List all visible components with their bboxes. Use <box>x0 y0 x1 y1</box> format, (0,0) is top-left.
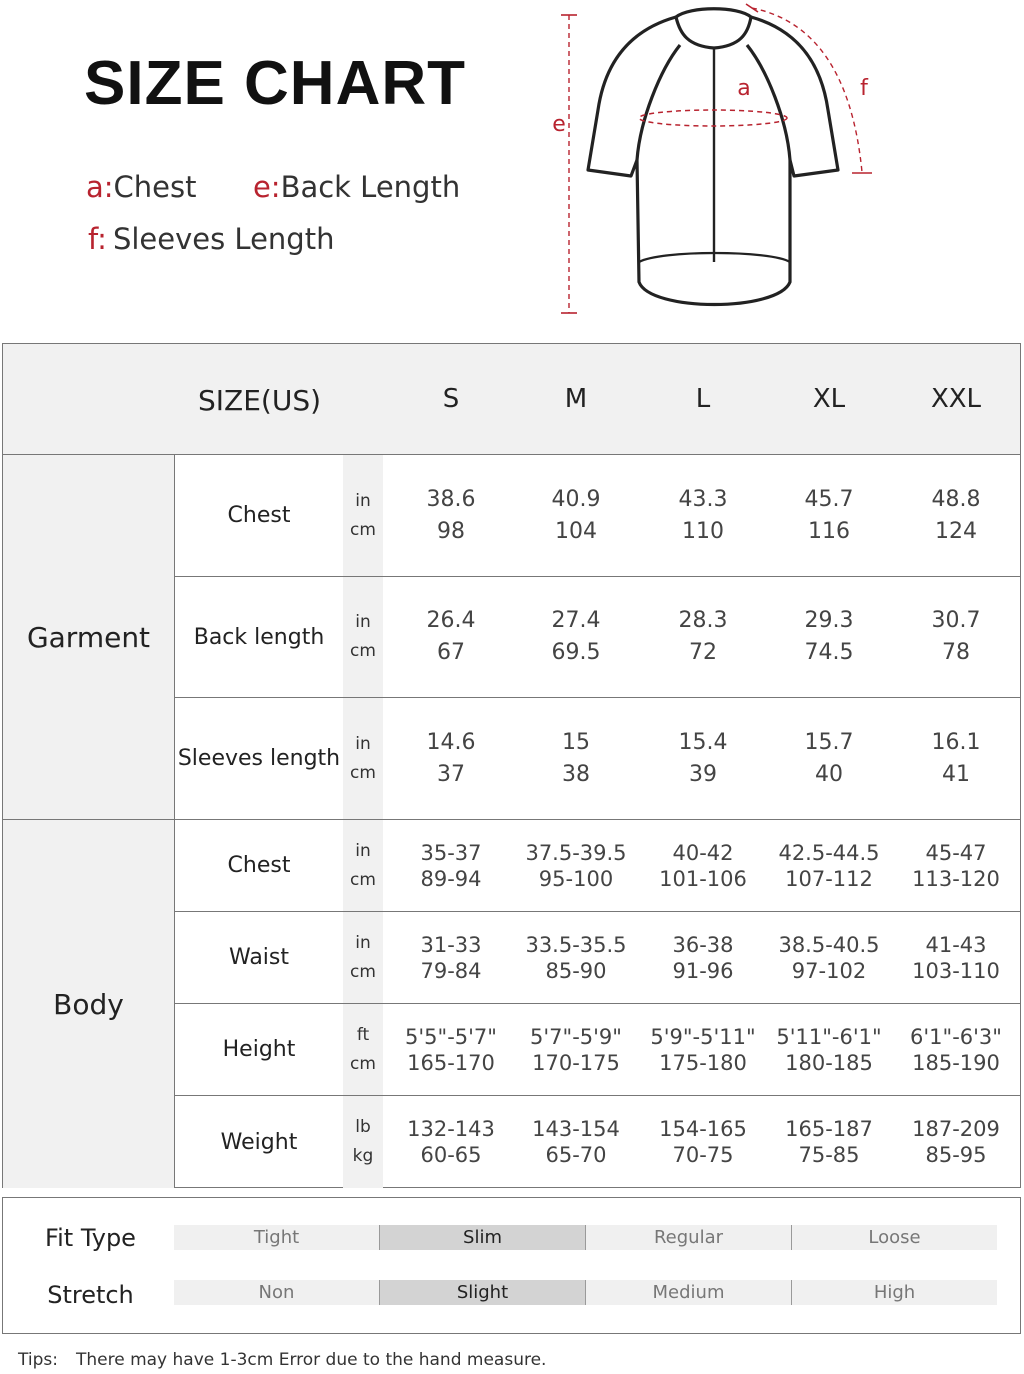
value-cell: 41-43 103-110 <box>912 932 1000 983</box>
value-cell: 132-143 60-65 <box>407 1117 495 1167</box>
value-cell: 29.3 74.5 <box>804 608 854 665</box>
value-cell: 40.9 104 <box>551 486 601 544</box>
fit-stretch-panel <box>2 1197 1021 1334</box>
value-cell: 38.6 98 <box>426 486 476 544</box>
fit-option-tight: Tight <box>174 1225 379 1250</box>
fit-option-regular: Regular <box>586 1225 791 1250</box>
value-cell: 31-33 79-84 <box>420 932 482 983</box>
row-name-back-length: Back length <box>193 624 325 650</box>
row-name-garment-chest: Chest <box>227 503 291 528</box>
size-us-label: SIZE(US) <box>198 384 322 417</box>
fit-option-loose: Loose <box>792 1225 997 1250</box>
stretch-option-slight: Slight <box>380 1280 585 1305</box>
row-name-height: Height <box>222 1037 296 1062</box>
row-name-sleeves-length: Sleeves length <box>177 746 341 771</box>
jersey-outline <box>588 9 838 305</box>
value-cell: 48.8 124 <box>931 486 981 544</box>
value-cell: 37.5-39.5 95-100 <box>525 840 627 891</box>
back-length-indicator <box>551 15 577 313</box>
unit-cell: in cm <box>343 912 383 1003</box>
row-name-body-chest: Chest <box>227 853 291 878</box>
stretch-label: Stretch <box>47 1281 134 1309</box>
unit-cell: in cm <box>343 577 383 697</box>
value-cell: 36-38 91-96 <box>672 932 734 983</box>
row-name-waist: Waist <box>228 945 290 970</box>
value-cell: 187-209 85-95 <box>912 1117 1000 1167</box>
size-xl-header: XL <box>812 384 846 414</box>
value-cell: 6'1"-6'3" 185-190 <box>910 1024 1002 1075</box>
tips-label: Tips: <box>18 1350 58 1370</box>
legend-row-1 <box>86 170 460 204</box>
value-cell: 35-37 89-94 <box>420 840 482 891</box>
unit-cell: in cm <box>343 455 383 576</box>
value-cell: 14.6 37 <box>426 729 476 787</box>
fit-type-label: Fit Type <box>45 1224 136 1252</box>
row-name-weight: Weight <box>220 1129 298 1155</box>
value-cell: 16.1 41 <box>931 729 981 787</box>
legend-e-key: e: <box>252 170 281 204</box>
value-cell: 42.5-44.5 107-112 <box>778 840 880 891</box>
unit-cell: in cm <box>343 698 383 819</box>
unit-cell: lb kg <box>343 1096 383 1188</box>
value-cell: 38.5-40.5 97-102 <box>778 932 880 983</box>
unit-cell: in cm <box>343 820 383 911</box>
value-cell: 5'7"-5'9" 170-175 <box>530 1024 622 1075</box>
value-cell: 45.7 116 <box>804 486 854 544</box>
garment-group-label: Garment <box>3 455 175 819</box>
size-m-header: M <box>564 384 588 414</box>
legend-row-2 <box>88 222 334 256</box>
value-cell: 33.5-35.5 85-90 <box>525 932 627 983</box>
jersey-diagram <box>535 0 895 330</box>
body-group-label: Body <box>3 820 175 1188</box>
size-l-header: L <box>695 384 711 414</box>
value-cell: 15 38 <box>562 729 590 787</box>
value-cell: 28.3 72 <box>678 608 728 665</box>
label-a: a <box>737 76 751 101</box>
value-cell: 15.4 39 <box>678 729 728 787</box>
legend-e-label: Back Length <box>280 170 461 204</box>
value-cell: 143-154 65-70 <box>532 1117 620 1167</box>
value-cell: 40-42 101-106 <box>659 840 747 891</box>
value-cell: 5'9"-5'11" 175-180 <box>650 1024 756 1075</box>
page-title: SIZE CHART <box>84 49 466 118</box>
size-s-header: S <box>442 384 460 414</box>
legend-f-label: Sleeves Length <box>112 222 335 256</box>
stretch-option-non: Non <box>174 1280 379 1305</box>
fit-option-slim: Slim <box>380 1225 585 1250</box>
unit-cell: ft cm <box>343 1004 383 1095</box>
tips-text: There may have 1-3cm Error due to the hand measure. <box>75 1350 547 1370</box>
tips-note <box>18 1350 546 1370</box>
value-cell: 30.7 78 <box>931 608 981 665</box>
value-cell: 27.4 69.5 <box>551 608 601 665</box>
legend-f-key: f: <box>88 222 107 256</box>
value-cell: 154-165 70-75 <box>659 1117 747 1167</box>
value-cell: 165-187 75-85 <box>785 1117 873 1167</box>
value-cell: 5'11"-6'1" 180-185 <box>776 1024 882 1075</box>
table-header <box>3 344 1020 455</box>
value-cell: 15.7 40 <box>804 729 854 787</box>
legend-a-label: Chest <box>113 170 197 204</box>
label-f: f <box>860 76 868 101</box>
value-cell: 45-47 113-120 <box>912 840 1000 891</box>
stretch-option-high: High <box>792 1280 997 1305</box>
value-cell: 26.4 67 <box>426 608 476 665</box>
size-xxl-header: XXL <box>930 384 982 414</box>
stretch-option-medium: Medium <box>586 1280 791 1305</box>
value-cell: 43.3 110 <box>678 486 728 544</box>
label-e: e <box>552 112 566 137</box>
legend-a-key: a: <box>86 170 114 204</box>
value-cell: 5'5"-5'7" 165-170 <box>405 1024 497 1075</box>
size-table <box>2 343 1021 1188</box>
